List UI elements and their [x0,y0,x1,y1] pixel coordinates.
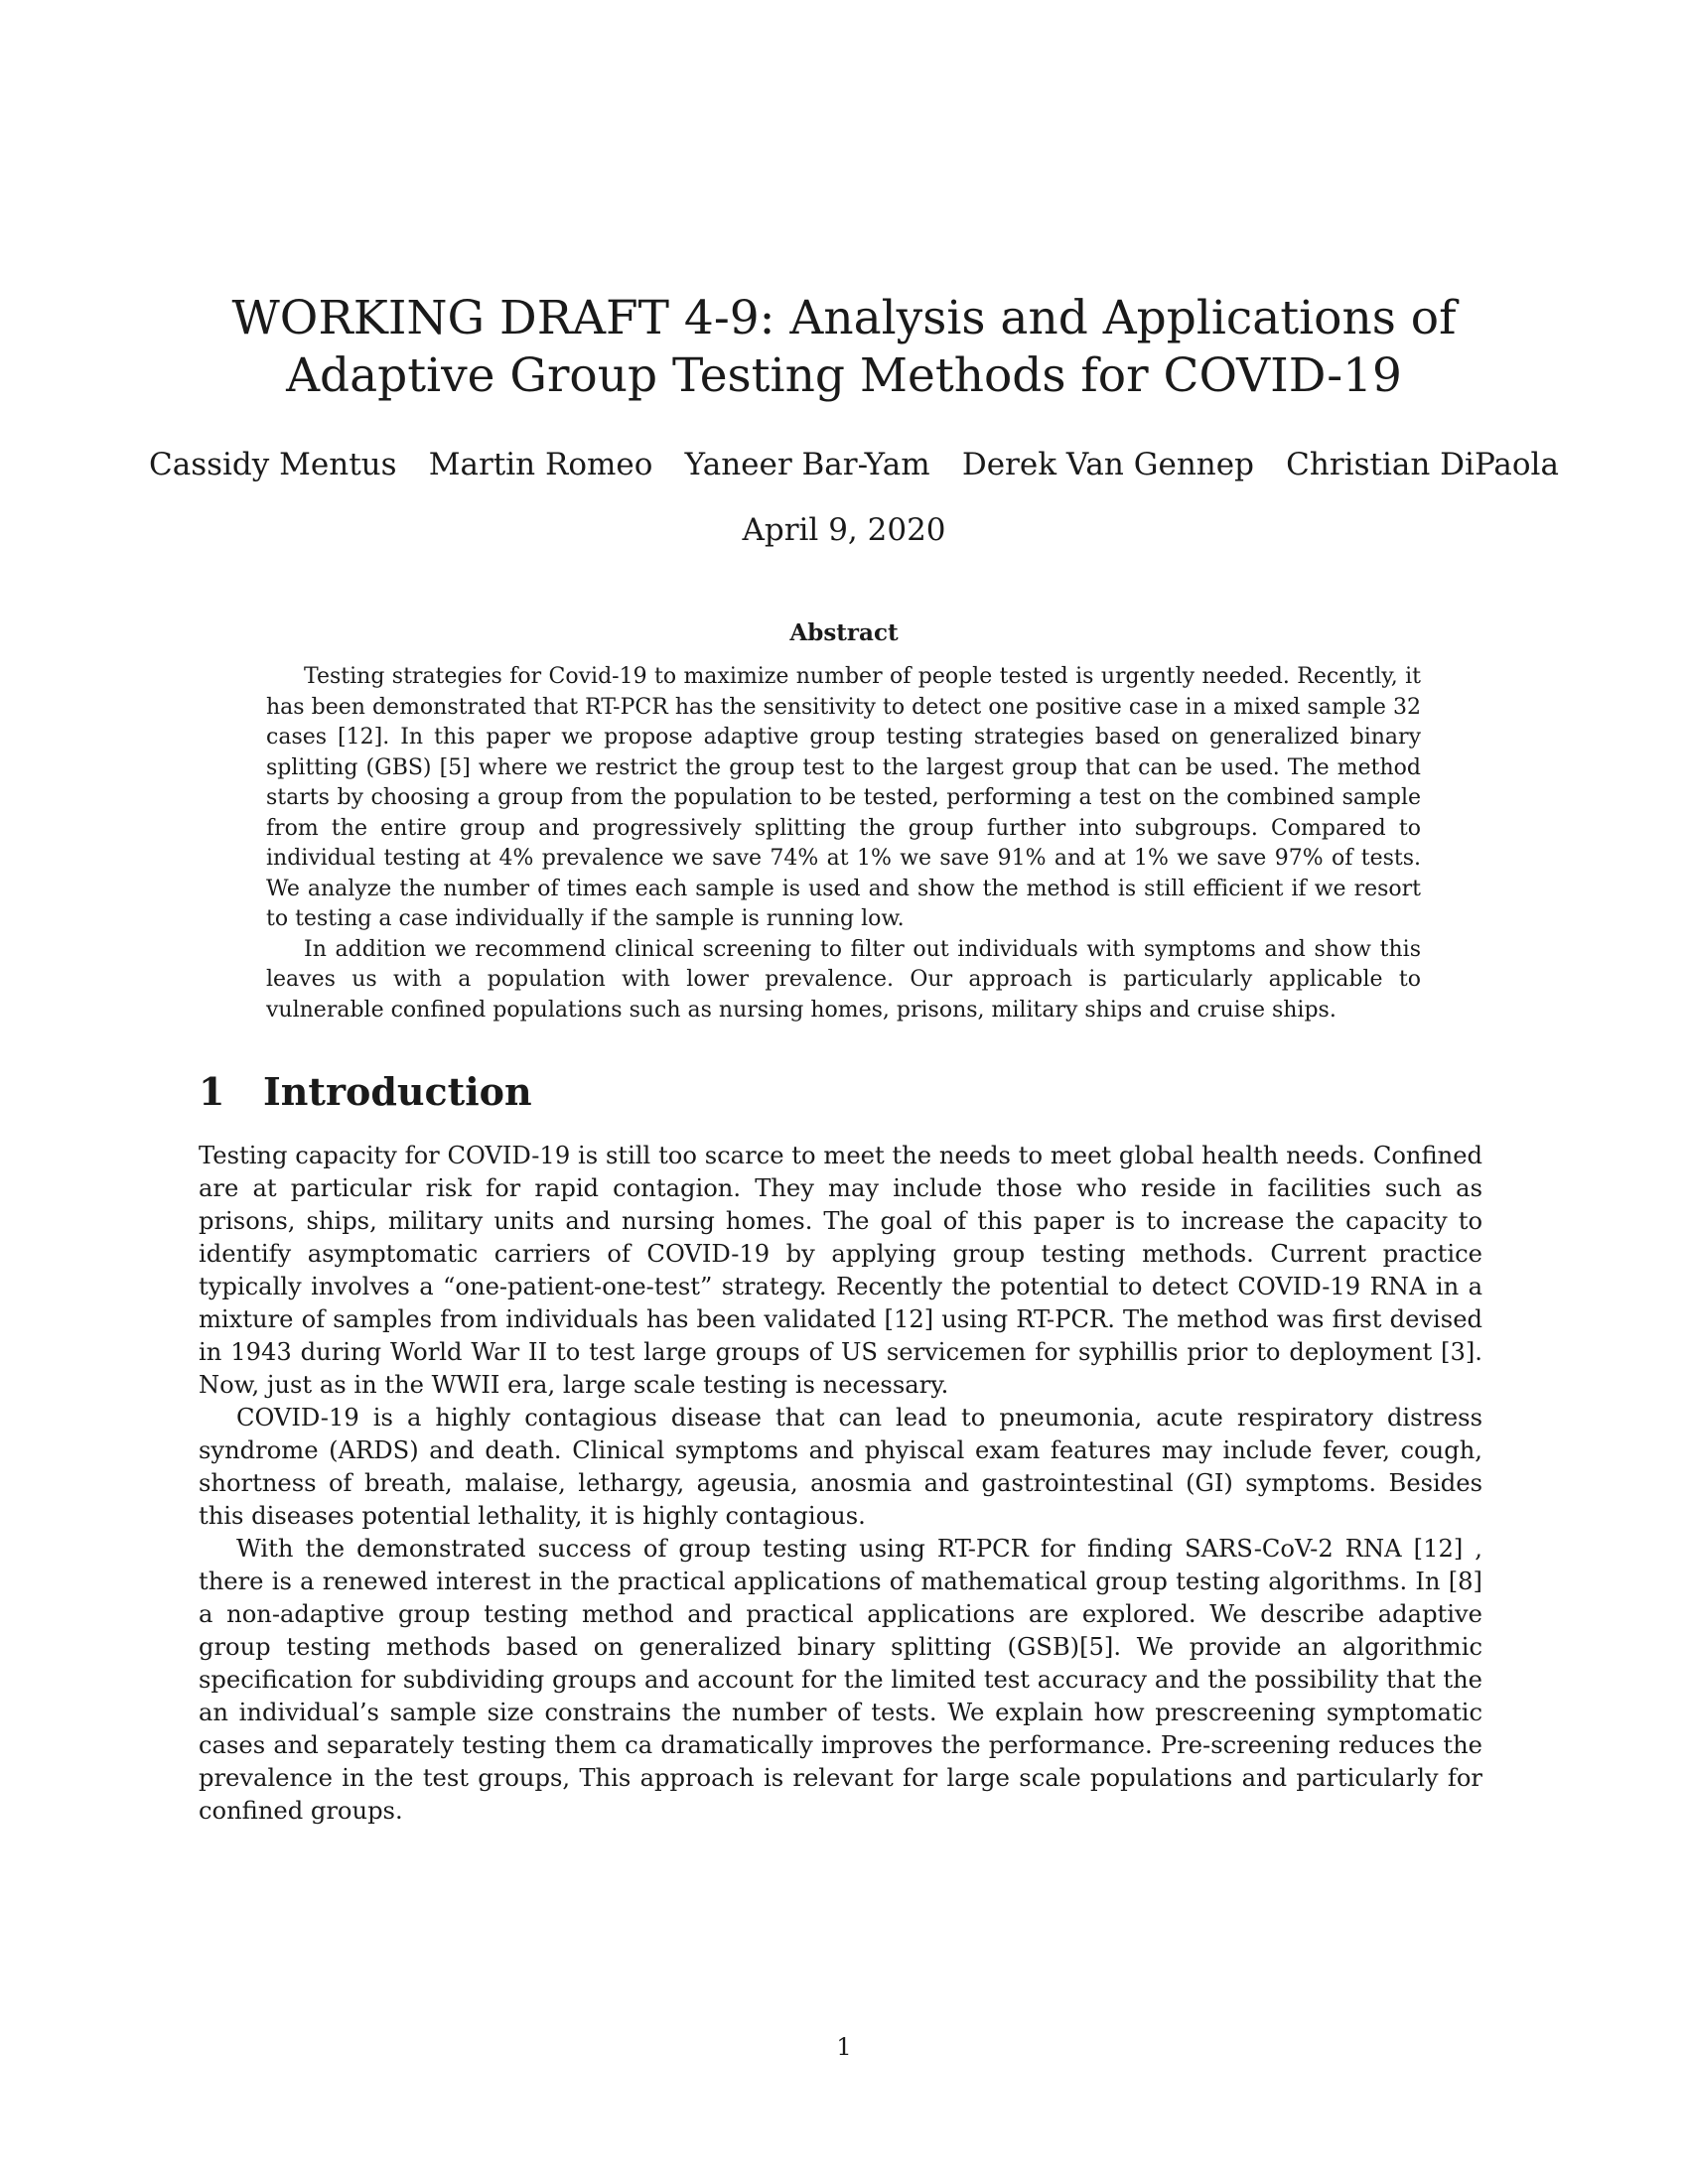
section-number: 1 [199,1069,225,1114]
abstract-paragraph: In addition we recommend clinical screening to filter out individuals with symptoms and show this leaves us with a population with lower prevalence. Our approach is particularly applicable to vulnerable confined populations such as nursing homes, prisons, military ships and cruise ships. [266,936,1421,1023]
author-name: Cassidy Mentus [149,447,397,482]
author-name: Christian DiPaola [1286,447,1559,482]
section-title: Introduction [263,1069,532,1114]
paper-title: WORKING DRAFT 4-9: Analysis and Applications of Adaptive Group Testing Methods for COVID-19 [231,291,1457,403]
body-paragraph: COVID-19 is a highly contagious disease that can lead to pneumonia, acute respiratory distress syndrome (ARDS) and death. Clinical symptoms and phyiscal exam features may include fever, cough, shortness of breath, malaise, lethargy, ageusia, anosmia and gastrointestinal (GI) symptoms. Besides this diseases potential lethality, it is highly contagious. [199,1404,1482,1530]
body-paragraph: With the demonstrated success of group testing using RT-PCR for finding SARS-CoV-2 RNA [12] , there is a renewed interest in the practical applications of mathematical group testing algorithms. In [8] a non-adaptive group testing method and practical applications are explored. We describe adaptive group testing methods based on generalized binary splitting (GSB)[5]. We provide an algorithmic specification for subdividing groups and account for the limited test accuracy and the possibility that the an individual’s sample size constrains the number of tests. We explain how prescreening symptomatic cases and separately testing them ca dramatically improves the performance. Pre-screening reduces the prevalence in the test groups, This approach is relevant for large scale populations and particularly for confined groups. [199,1535,1482,1825]
author-list [149,445,1559,484]
author-name: Martin Romeo [428,447,653,482]
section-heading [199,1068,532,1116]
introduction-body [199,1140,1482,1828]
abstract-body [266,662,1421,1025]
publication-date: April 9, 2020 [742,512,946,548]
author-name: Derek Van Gennep [961,447,1254,482]
body-paragraph: Testing capacity for COVID-19 is still too scarce to meet the needs to meet global health needs. Confined are at particular risk for rapid contagion. They may include those who reside in facilities such as prisons, ships, military units and nursing homes. The goal of this paper is to increase the capacity to identify asymptomatic carriers of COVID-19 by applying group testing methods. Current practice typically involves a “one-patient-one-test” strategy. Recently the potential to detect COVID-19 RNA in a mixture of samples from individuals has been validated [12] using RT-PCR. The method was first devised in 1943 during World War II to test large groups of US servicemen for syphillis prior to deployment [3]. Now, just as in the WWII era, large scale testing is necessary. [199,1142,1482,1399]
abstract-heading: Abstract [789,619,899,646]
page-number: 1 [836,2033,852,2061]
abstract-paragraph: Testing strategies for Covid-19 to maximize number of people tested is urgently needed. Recently, it has been demonstrated that RT-PCR has the sensitivity to detect one positive case in a mixed sample 32 cases [12]. In this paper we propose adaptive group testing strategies based on generalized binary splitting (GBS) [5] where we restrict the group test to the largest group that can be used. The method starts by choosing a group from the population to be tested, performing a test on the combined sample from the entire group and progressively splitting the group further into subgroups. Compared to individual testing at 4% prevalence we save 74% at 1% we save 91% and at 1% we save 97% of tests. We analyze the number of times each sample is used and show the method is still efficient if we resort to testing a case individually if the sample is running low. [266,664,1421,931]
author-name: Yaneer Bar-Yam [684,447,930,482]
